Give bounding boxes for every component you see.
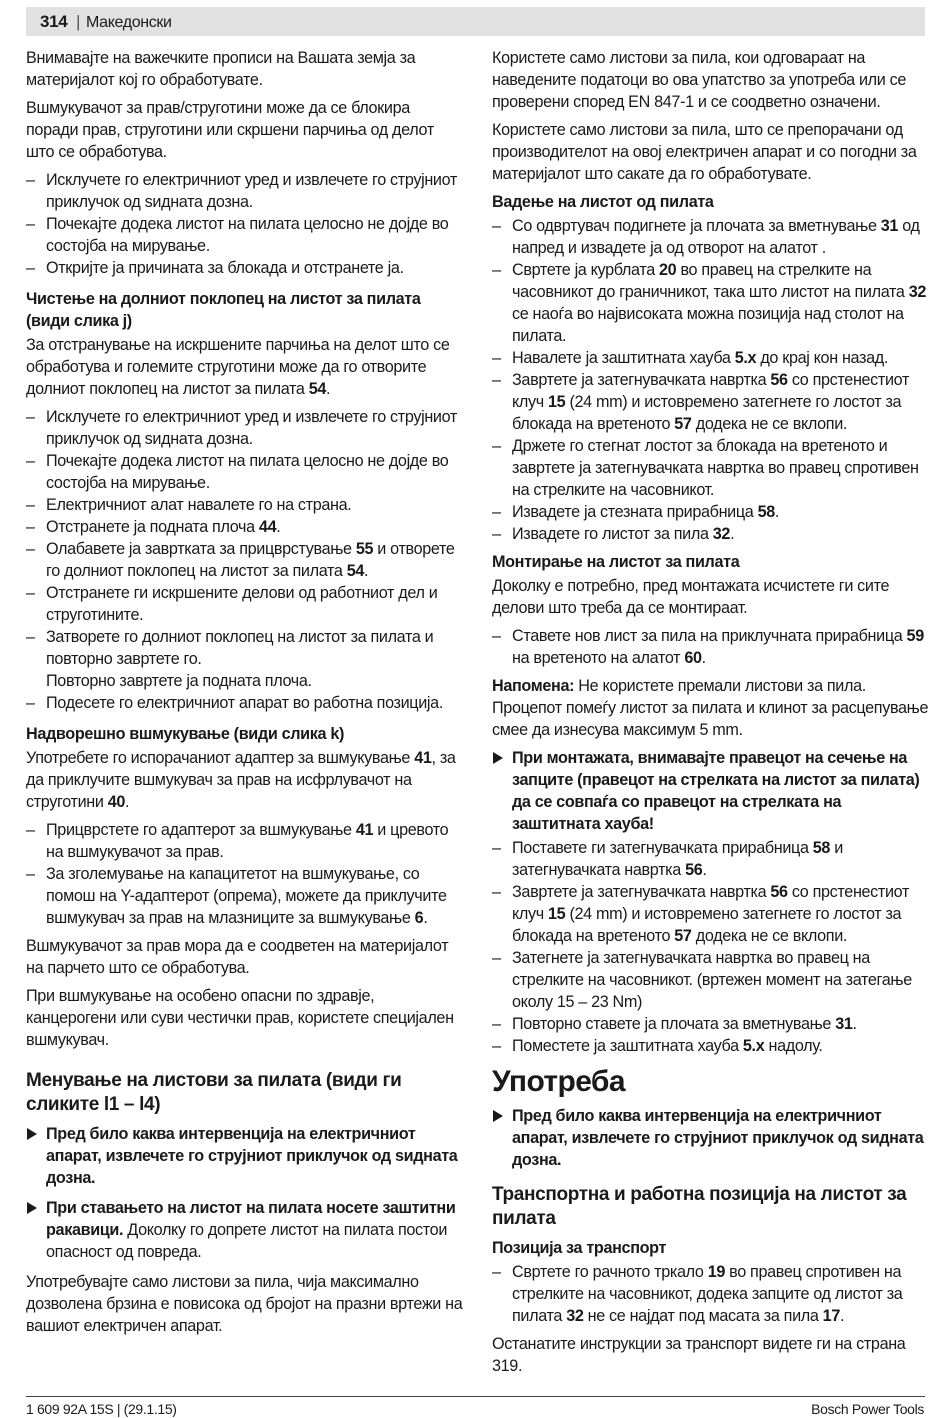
paragraph: Останатите инструкции за транспорт видете ги на страна 319. <box>492 1335 906 1375</box>
list-item: – Отстранете ја подната плоча 44. <box>26 516 463 538</box>
list-item: – Отстранете ги искршените делови од работниот дел и струготините. <box>26 582 463 626</box>
list-item: – Поставете ги затегнувачката прирабница 58 и затегнувачката навртка 56. <box>492 837 929 881</box>
section-heading: Позиција за транспорт <box>492 1239 667 1257</box>
paragraph: Користете само листови за пила, кои одговараат на наведените податоци во ова упатство за употреба или се проверени според EN 847-1 и се соодветно означени. <box>492 49 907 111</box>
list-item: – Исклучете го електричниот уред и извлечете го струјниот приклучок од ѕидната дозна. <box>26 169 463 213</box>
triangle-bullet-icon <box>493 752 503 764</box>
list-item: – Извадете го листот за пила 32. <box>492 523 929 545</box>
list-item: – Свртете го рачното тркало 19 во правец спротивен на стрелките на часовникот, додека запците од листот за пилата 32 не се најдат под масата за пила 17. <box>492 1261 929 1327</box>
list-item: – Затворете го долниот поклопец на листот за пилата и повторно завртете го. <box>26 626 463 670</box>
warning-item: Пред било каква интервенција на електричниот апарат, извлечете го струјниот приклучок од ѕидната дозна. <box>492 1105 929 1171</box>
list-item: – Затегнете ја затегнувачката навртка во правец на стрелките на часовникот. (вртежен момент на затегање околу 15 – 23 Nm) <box>492 947 929 1013</box>
warning-item: При ставањето на листот на пилата носете заштитни ракавици. Доколку го допрете листот на пилата постои опасност од повреда. <box>26 1197 463 1263</box>
left-column <box>26 47 463 1343</box>
page-header <box>26 7 925 36</box>
section-heading: Транспортна и работна позиција на листот за пилата <box>492 1184 907 1229</box>
list-item: – Свртете ја курблата 20 во правец на стрелките на часовникот до граничникот, така што листот на пилата 32 се наоѓа во највисоката можна позиција над столот на пилата. <box>492 259 929 347</box>
list-item: – Повторно ставете ја плочата за вметнување 31. <box>492 1013 929 1035</box>
list-item: – Извадете ја стезната прирабница 58. <box>492 501 929 523</box>
list-item: – Исклучете го електричниот уред и извлечете го струјниот приклучок од ѕидната дозна. <box>26 406 463 450</box>
triangle-bullet-icon <box>493 1110 503 1122</box>
list-item: – Откријте ја причината за блокада и отстранете ја. <box>26 257 463 279</box>
list-item: – За зголемување на капацитетот на вшмукување, со помош на Y-адаптерот (опрема), можете да приклучите вшмукувач за прав на млазниците за вшмукување 6. <box>26 863 463 929</box>
section-heading: Менување на листови за пилата (види ги сликите l1 – l4) <box>26 1070 402 1115</box>
section-heading: Вадење на листот од пилата <box>492 193 714 211</box>
list-item: – Прицврстете го адаптерот за вшмукување 41 и цревото на вшмукувачот за прав. <box>26 819 463 863</box>
triangle-bullet-icon <box>27 1128 37 1140</box>
list-item: – Ставете нов лист за пила на приклучната прирабница 59 на вретеното на алатот 60. <box>492 625 929 669</box>
list-item: – Поместете ја заштитната хауба 5.x надолу. <box>492 1035 929 1057</box>
section-heading: Надворешно вшмукување (види слика k) <box>26 725 345 743</box>
header-separator: | <box>76 12 81 31</box>
paragraph: Доколку е потребно, пред монтажата исчистете ги сите делови што треба да се монтираат. <box>492 577 890 617</box>
section-heading: Монтирање на листот за пилата <box>492 553 740 571</box>
page-number: 314 <box>40 12 68 31</box>
footer-doc-code: 1 609 92A 15S | (29.1.15) <box>26 1401 177 1417</box>
paragraph: Употребувајте само листови за пила, чија максимално дозволена брзина е повисока од бројот на празни вртежи на вашиот електричен апарат. <box>26 1273 463 1335</box>
paragraph: Користете само листови за пила, што се препорачани од производителот на овој електричен апарат и со погодни за материјалот што сакате да го обработувате. <box>492 121 917 183</box>
header-language: Македонски <box>86 14 172 31</box>
list-item: – Почекајте додека листот на пилата целосно не дојде во состојба на мирување. <box>26 213 463 257</box>
paragraph: Внимавајте на важечките прописи на Вашата земја за материјалот кој го обработувате. <box>26 49 416 89</box>
footer-brand: Bosch Power Tools <box>811 1401 924 1417</box>
paragraph: При вшмукување на особено опасни по здравје, канцерогени или суви честички прав, користете специјален вшмукувач. <box>26 987 454 1049</box>
list-item: – Држете го стегнат лостот за блокада на вретеното и завртете ја затегнувачката навртка во правец спротивен на стрелките на часовникот. <box>492 435 929 501</box>
chapter-heading: Употреба <box>492 1065 625 1098</box>
footer-divider <box>26 1396 925 1397</box>
right-column <box>492 47 929 1383</box>
triangle-bullet-icon <box>27 1202 37 1214</box>
paragraph: За отстранување на искршените парчиња на делот што се обработува и големите струготини може да го отворите долниот поклопец на листот за пилата 54. <box>26 336 450 398</box>
paragraph: Употребете го испорачаниот адаптер за вшмукување 41, за да приклучите вшмукувач за прав на исфрлувачот на струготини 40. <box>26 749 456 811</box>
list-item-continuation: Повторно завртете ја подната плоча. <box>46 672 312 690</box>
list-item: – Подесете го електричниот апарат во работна позиција. <box>26 692 463 714</box>
section-heading: Чистење на долниот поклопец на листот за пилата (види слика j) <box>26 290 421 330</box>
paragraph: Вшмукувачот за прав/струготини може да се блокира поради прав, струготини или скршени парчиња од делот што се обработува. <box>26 99 434 161</box>
list-item: – Олабавете ја завртката за прицврстување 55 и отворете го долниот поклопец на листот за пилата 54. <box>26 538 463 582</box>
list-item: – Со одвртувач подигнете ја плочата за вметнување 31 од напред и извадете ја од отворот на алатот . <box>492 215 929 259</box>
list-item: – Завртете ја затегнувачката навртка 56 со прстенестиот клуч 15 (24 mm) и истовремено затегнете го лостот за блокада на вретеното 57 додека не се вклопи. <box>492 881 929 947</box>
warning-item: Пред било каква интервенција на електричниот апарат, извлечете го струјниот приклучок од ѕидната дозна. <box>26 1123 463 1189</box>
list-item: – Завртете ја затегнувачката навртка 56 со прстенестиот клуч 15 (24 mm) и истовремено затегнете го лостот за блокада на вретеното 57 додека не се вклопи. <box>492 369 929 435</box>
list-item: – Електричниот алат навалете го на страна. <box>26 494 463 516</box>
note-paragraph: Напомена: Не користете премали листови за пила. Процепот помеѓу листот за пилата и клинот за расцепување смее да изнесува максимум 5 mm. <box>492 677 929 739</box>
list-item: – Навалете ја заштитната хауба 5.x до крај кон назад. <box>492 347 929 369</box>
warning-item: При монтажата, внимавајте правецот на сечење на запците (правецот на стрелката на листот за пилата) да се совпаѓа со правецот на стрелката на заштитната хауба! <box>492 747 929 835</box>
paragraph: Вшмукувачот за прав мора да е соодветен на материјалот на парчето што се обработува. <box>26 937 449 977</box>
list-item: – Почекајте додека листот на пилата целосно не дојде во состојба на мирување. <box>26 450 463 494</box>
